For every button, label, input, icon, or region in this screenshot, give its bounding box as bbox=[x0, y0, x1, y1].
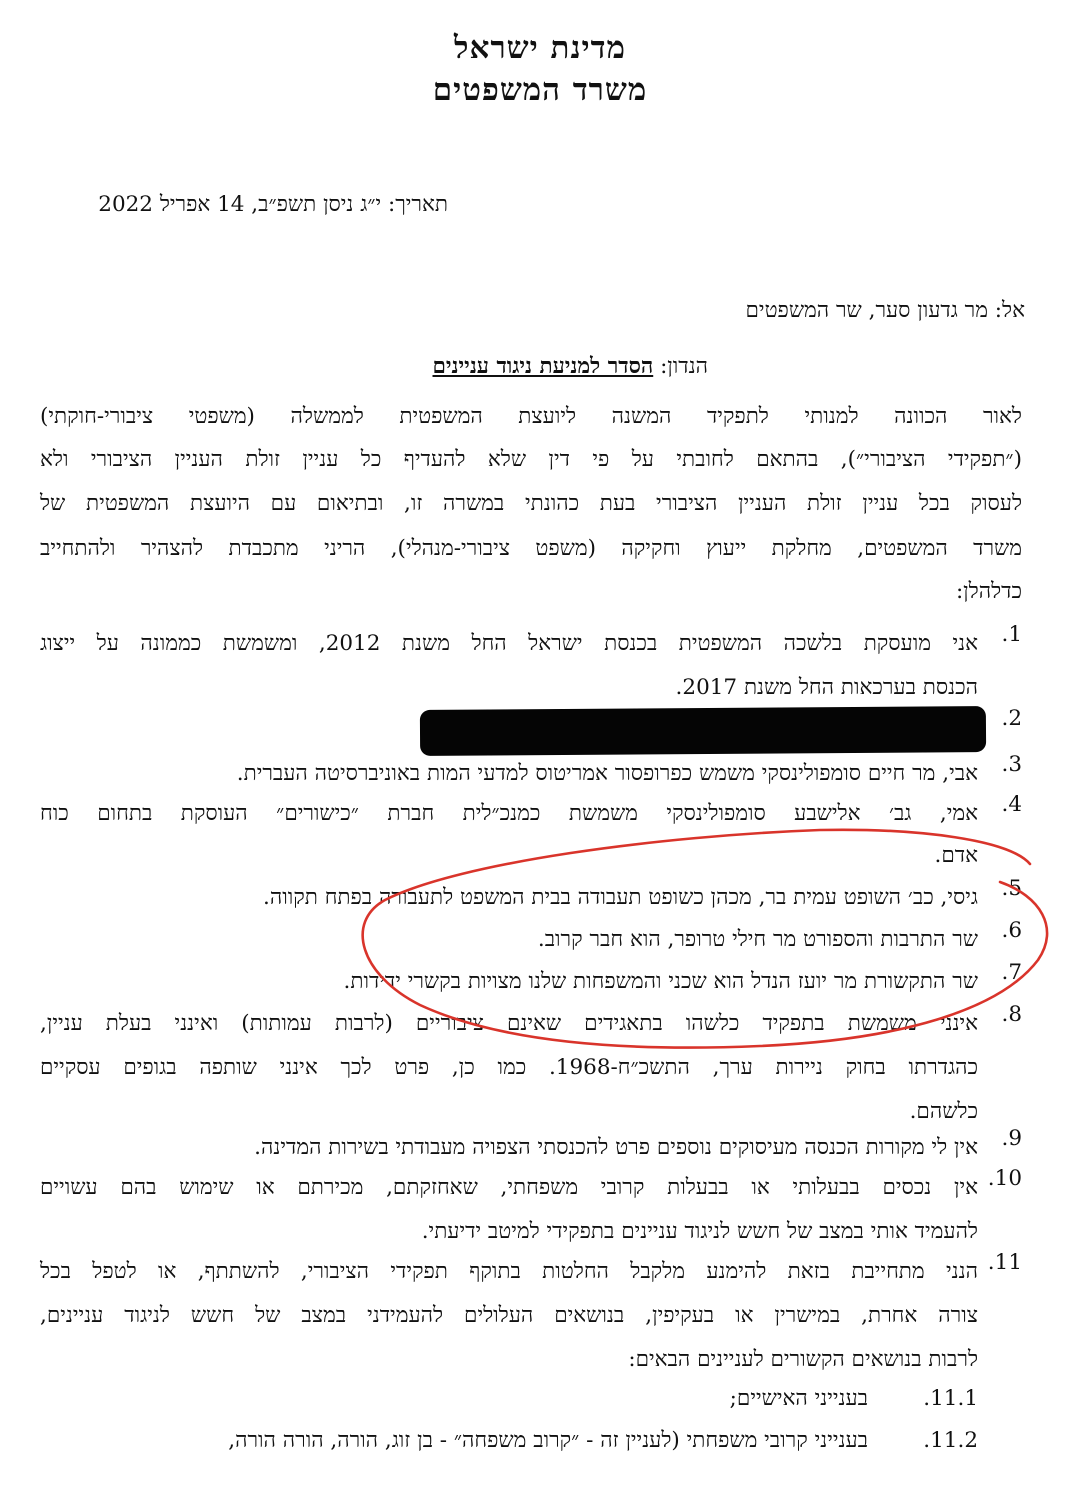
item-number: 1. bbox=[1001, 622, 1022, 647]
intro-line: (״תפקידי הציבורי״), בהתאם לחובתי על פי דין שלא להעדיף כל עניין זולת העניין הציבורי ולא bbox=[40, 447, 1022, 472]
subitem-number: 11.2. bbox=[923, 1428, 978, 1453]
item-line: אני מועסקת בלשכה המשפטית בכנסת ישראל החל משנת 2012, ומשמשת כממונה על ייצוג bbox=[40, 631, 979, 656]
subitem-number: 11.1. bbox=[923, 1386, 978, 1411]
item-line: צורה אחרת, במישרין או בעקיפין, בנושאים העלולים להעמידני במצב של חשש לניגוד עניינים, bbox=[40, 1303, 978, 1328]
item-line: אבי, מר חיים סומפולינסקי משמש כפרופסור אמריטוס למדעי המות באוניברסיטה העברית. bbox=[236, 761, 978, 786]
item-number: 3. bbox=[1001, 752, 1022, 777]
item-number: 4. bbox=[1001, 792, 1022, 817]
item-number: 5. bbox=[1001, 876, 1022, 901]
item-line: אין נכסים בבעלותי או בבעלות קרובי משפחתי, שאחזקתם, מכירתם או שימוש בהם עשויים bbox=[40, 1175, 978, 1200]
intro-line: כדלהלן: bbox=[955, 579, 1022, 604]
item-line: כהגדרתו בחוק ניירות ערך, התשכ״ח-1968. כמו כן, פרט לכך אינני שותפה בגופים עסקיים bbox=[40, 1055, 978, 1080]
item-number: 11. bbox=[987, 1250, 1022, 1275]
date-line: תאריך: י״ג ניסן תשפ״ב, 14 אפריל 2022 bbox=[98, 192, 448, 217]
item-line: גיסי, כב׳ השופט עמית בר, מכהן כשופט תעבודה בבית המשפט לתעבורה בפתח תקווה. bbox=[263, 885, 978, 910]
item-number: 7. bbox=[1001, 960, 1022, 985]
item-line: שר התרבות והספורט מר חילי טרופר, הוא חבר קרוב. bbox=[537, 927, 978, 952]
header-ministry: משרד המשפטים bbox=[432, 72, 648, 108]
item-number: 8. bbox=[1001, 1002, 1022, 1027]
item-line: שר התקשורת מר יועז הנדל הוא שכני והמשפחות שלנו מצויות בקשרי ידידות. bbox=[343, 969, 978, 994]
intro-line: לאור הכוונה למנותי לתפקיד המשנה ליועצת המשפטית לממשלה (משפטי ציבורי-חוקתי) bbox=[40, 404, 1022, 429]
item-number: 6. bbox=[1001, 918, 1022, 943]
item-line: כלשהם. bbox=[909, 1099, 978, 1124]
subject-title: הסדר למניעת ניגוד עניינים bbox=[432, 354, 654, 379]
recipient-line: אל: מר גדעון סער, שר המשפטים bbox=[745, 298, 1025, 323]
item-line: אינני משמשת בתפקיד כלשהו בתאגידים שאינם ציבוריים (לרבות עמותות) ואינני בעלת עניין, bbox=[40, 1011, 978, 1036]
item-line: אדם. bbox=[934, 843, 978, 868]
intro-line: משרד המשפטים, מחלקת ייעוץ וחקיקה (משפט ציבורי-מנהלי), הריני מתכבדת להצהיר ולהתחייב bbox=[40, 536, 1022, 561]
item-line: אין לי מקורות הכנסה מעיסוקים נוספים פרט להכנסתי הצפויה מעבודתי בשירות המדינה. bbox=[254, 1135, 978, 1160]
subitem-text: בענייני קרובי משפחתי (לעניין זה - ״קרוב משפחה״ - בן זוג, הורה, הורה הורה, bbox=[228, 1428, 868, 1453]
item-number: 10. bbox=[987, 1166, 1022, 1191]
header-state: מדינת ישראל bbox=[454, 30, 626, 66]
item-number: 2. bbox=[1001, 706, 1022, 731]
item-line: הנני מתחייבת בזאת להימנע מלקבל החלטות בתוקף תפקידי הציבורי, להשתתף, או לטפל בכל bbox=[40, 1259, 978, 1284]
item-line: להעמיד אותי במצב של חשש לניגוד עניינים בתפקידי למיטב ידיעתי. bbox=[421, 1219, 978, 1244]
subject-label: הנדון: bbox=[660, 354, 708, 379]
item-number: 9. bbox=[1001, 1126, 1022, 1151]
item-line: לרבות בנושאים הקשורים לעניינים הבאים: bbox=[628, 1347, 978, 1372]
item-line: הכנסת בערכאות החל משנת 2017. bbox=[675, 675, 978, 700]
item-line: אמי, גב׳ אלישבע סומפולינסקי משמשת כמנכ״לית חברת ״כישורים״ העוסקת בתחום כוח bbox=[40, 801, 978, 826]
intro-line: לעסוק בכל עניין זולת העניין הציבורי בעת כהונתי במשרה זו, ובתיאום עם היועצת המשפטית של bbox=[40, 491, 1022, 516]
subitem-text: בענייני האישיים; bbox=[729, 1386, 868, 1411]
